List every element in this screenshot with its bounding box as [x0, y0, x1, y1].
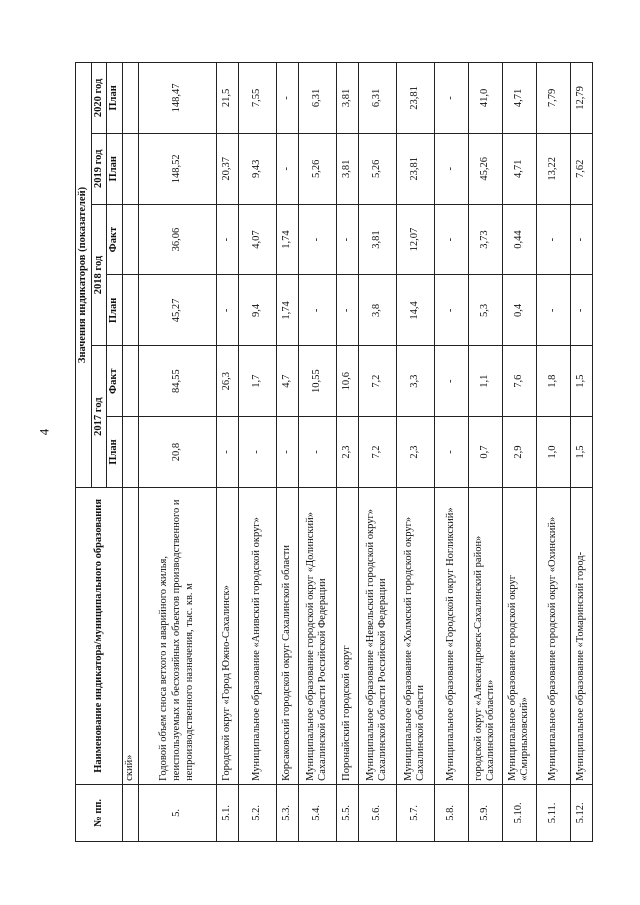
value-cell: 7,62 — [570, 133, 592, 204]
value-cell: 3,81 — [336, 133, 358, 204]
row-number: 5.9. — [468, 784, 502, 841]
value-cell: 9,4 — [238, 275, 276, 346]
value-cell: - — [216, 275, 238, 346]
value-cell: 14,4 — [396, 275, 434, 346]
value-cell: 20,37 — [216, 133, 238, 204]
value-cell: 41,0 — [468, 63, 502, 134]
indicator-name: Муниципальное образование городской округ «Охинский» — [536, 487, 570, 784]
value-cell: 6,31 — [298, 63, 336, 134]
table-row — [396, 63, 434, 842]
header-plan: План — [107, 275, 123, 346]
table-row — [536, 63, 570, 842]
value-cell: 10,55 — [298, 346, 336, 417]
value-cell: 6,31 — [358, 63, 396, 134]
row-number: 5.12. — [570, 784, 592, 841]
value-cell: 12,79 — [570, 63, 592, 134]
table-row — [434, 63, 468, 842]
value-cell: 1,5 — [570, 417, 592, 488]
indicator-name: Муниципальное образование «Анивский городской округ» — [238, 487, 276, 784]
row-number: 5.10. — [502, 784, 536, 841]
rotated-page-content — [75, 62, 586, 842]
value-cell: 7,55 — [238, 63, 276, 134]
value-cell: 3,3 — [396, 346, 434, 417]
value-cell: - — [434, 275, 468, 346]
value-cell: 5,26 — [298, 133, 336, 204]
value-cell: - — [238, 417, 276, 488]
row-number: 5.2. — [238, 784, 276, 841]
value-cell — [122, 63, 138, 134]
value-cell: 45,27 — [138, 275, 216, 346]
table-row — [122, 63, 138, 842]
row-number: 5.1. — [216, 784, 238, 841]
value-cell — [122, 275, 138, 346]
value-cell: - — [434, 417, 468, 488]
table-row — [570, 63, 592, 842]
value-cell: 26,3 — [216, 346, 238, 417]
value-cell: 3,81 — [336, 63, 358, 134]
header-fact: Факт — [107, 204, 123, 275]
value-cell: - — [216, 417, 238, 488]
header-values-group: Значения индикаторов (показателей) — [76, 63, 92, 488]
header-plan: План — [107, 63, 123, 134]
value-cell: 2,9 — [502, 417, 536, 488]
value-cell — [122, 133, 138, 204]
row-number — [122, 784, 138, 841]
value-cell: 1,74 — [276, 275, 298, 346]
value-cell: 5,26 — [358, 133, 396, 204]
value-cell: 13,22 — [536, 133, 570, 204]
value-cell: - — [536, 275, 570, 346]
value-cell: 1,5 — [570, 346, 592, 417]
indicator-name: Муниципальное образование городской округ «Долинский» Сахалинской области Российской Федерации — [298, 487, 336, 784]
value-cell: - — [216, 204, 238, 275]
value-cell: 3,73 — [468, 204, 502, 275]
value-cell: - — [570, 275, 592, 346]
value-cell — [122, 346, 138, 417]
value-cell: 2,3 — [336, 417, 358, 488]
indicator-name: городской округ «Александровск-Сахалинский район» Сахалинской области» — [468, 487, 502, 784]
row-number: 5.7. — [396, 784, 434, 841]
value-cell: - — [298, 275, 336, 346]
indicator-name: Муниципальное образование городской округ «Смирныховский» — [502, 487, 536, 784]
value-cell: 4,7 — [276, 346, 298, 417]
value-cell: 23,81 — [396, 133, 434, 204]
value-cell: 36,06 — [138, 204, 216, 275]
header-fact: Факт — [107, 346, 123, 417]
indicator-name: Годовой объем сноса ветхого и аварийного жилья, неиспользуемых и бесхозяйных объектов производственного и непроизводственного назначения, тыс. кв. м — [138, 487, 216, 784]
table-row — [502, 63, 536, 842]
row-number: 5.6. — [358, 784, 396, 841]
value-cell: 4,71 — [502, 133, 536, 204]
value-cell: 10,6 — [336, 346, 358, 417]
value-cell: 9,43 — [238, 133, 276, 204]
table-row — [468, 63, 502, 842]
value-cell: - — [276, 63, 298, 134]
header-year-2020: 2020 год — [91, 63, 107, 134]
value-cell: 1,1 — [468, 346, 502, 417]
table-row — [238, 63, 276, 842]
value-cell: 84,55 — [138, 346, 216, 417]
value-cell: - — [434, 204, 468, 275]
header-indicator-name: Наименование индикатора/муниципального образования — [76, 487, 123, 784]
table-row — [216, 63, 238, 842]
indicator-name: Муниципальное образование «Городской округ Ногликский» — [434, 487, 468, 784]
table-row — [358, 63, 396, 842]
value-cell — [122, 417, 138, 488]
row-number: 5.5. — [336, 784, 358, 841]
value-cell — [122, 204, 138, 275]
value-cell: - — [434, 63, 468, 134]
page-number: 4 — [36, 428, 52, 436]
value-cell: 4,07 — [238, 204, 276, 275]
value-cell: 21,5 — [216, 63, 238, 134]
header-plan: План — [107, 133, 123, 204]
row-number: 5.11. — [536, 784, 570, 841]
value-cell: 1,8 — [536, 346, 570, 417]
value-cell: 148,47 — [138, 63, 216, 134]
value-cell: 0,7 — [468, 417, 502, 488]
value-cell: 45,26 — [468, 133, 502, 204]
value-cell: - — [434, 133, 468, 204]
table-row — [298, 63, 336, 842]
value-cell: 0,44 — [502, 204, 536, 275]
value-cell: 3,81 — [358, 204, 396, 275]
value-cell: 23,81 — [396, 63, 434, 134]
indicator-name: Поронайский городской округ — [336, 487, 358, 784]
value-cell: - — [298, 204, 336, 275]
value-cell: - — [336, 275, 358, 346]
row-number: 5.3. — [276, 784, 298, 841]
value-cell: 7,2 — [358, 417, 396, 488]
value-cell: 3,8 — [358, 275, 396, 346]
value-cell: 7,79 — [536, 63, 570, 134]
value-cell: - — [570, 204, 592, 275]
value-cell: 7,2 — [358, 346, 396, 417]
indicator-name: Корсаковский городской округ Сахалинской области — [276, 487, 298, 784]
value-cell: 2,3 — [396, 417, 434, 488]
table-row — [336, 63, 358, 842]
row-number: 5.4. — [298, 784, 336, 841]
indicator-name: ский» — [122, 487, 138, 784]
header-year-2018: 2018 год — [91, 204, 107, 346]
indicators-table — [75, 62, 593, 842]
value-cell: 4,71 — [502, 63, 536, 134]
value-cell: - — [276, 133, 298, 204]
value-cell: - — [536, 204, 570, 275]
value-cell: 0,4 — [502, 275, 536, 346]
indicator-name: Городской округ «Город Южно-Сахалинск» — [216, 487, 238, 784]
value-cell: - — [298, 417, 336, 488]
value-cell: 1,0 — [536, 417, 570, 488]
table-row — [276, 63, 298, 842]
row-number: 5. — [138, 784, 216, 841]
row-number: 5.8. — [434, 784, 468, 841]
value-cell: - — [276, 417, 298, 488]
value-cell: 5,3 — [468, 275, 502, 346]
header-no: № пп. — [76, 784, 123, 841]
value-cell: 20,8 — [138, 417, 216, 488]
indicator-name: Муниципальное образование «Томаринский город- — [570, 487, 592, 784]
indicator-name: Муниципальное образование «Холмский городской округ» Сахалинской области — [396, 487, 434, 784]
table-row — [138, 63, 216, 842]
header-year-2017: 2017 год — [91, 346, 107, 488]
value-cell: 1,74 — [276, 204, 298, 275]
value-cell: 1,7 — [238, 346, 276, 417]
value-cell: 148,52 — [138, 133, 216, 204]
header-year-2019: 2019 год — [91, 133, 107, 204]
value-cell: 7,6 — [502, 346, 536, 417]
value-cell: - — [434, 346, 468, 417]
value-cell: 12,07 — [396, 204, 434, 275]
value-cell: - — [336, 204, 358, 275]
indicator-name: Муниципальное образование «Невельский городской округ» Сахалинской области Российской Федерации — [358, 487, 396, 784]
header-plan: План — [107, 417, 123, 488]
